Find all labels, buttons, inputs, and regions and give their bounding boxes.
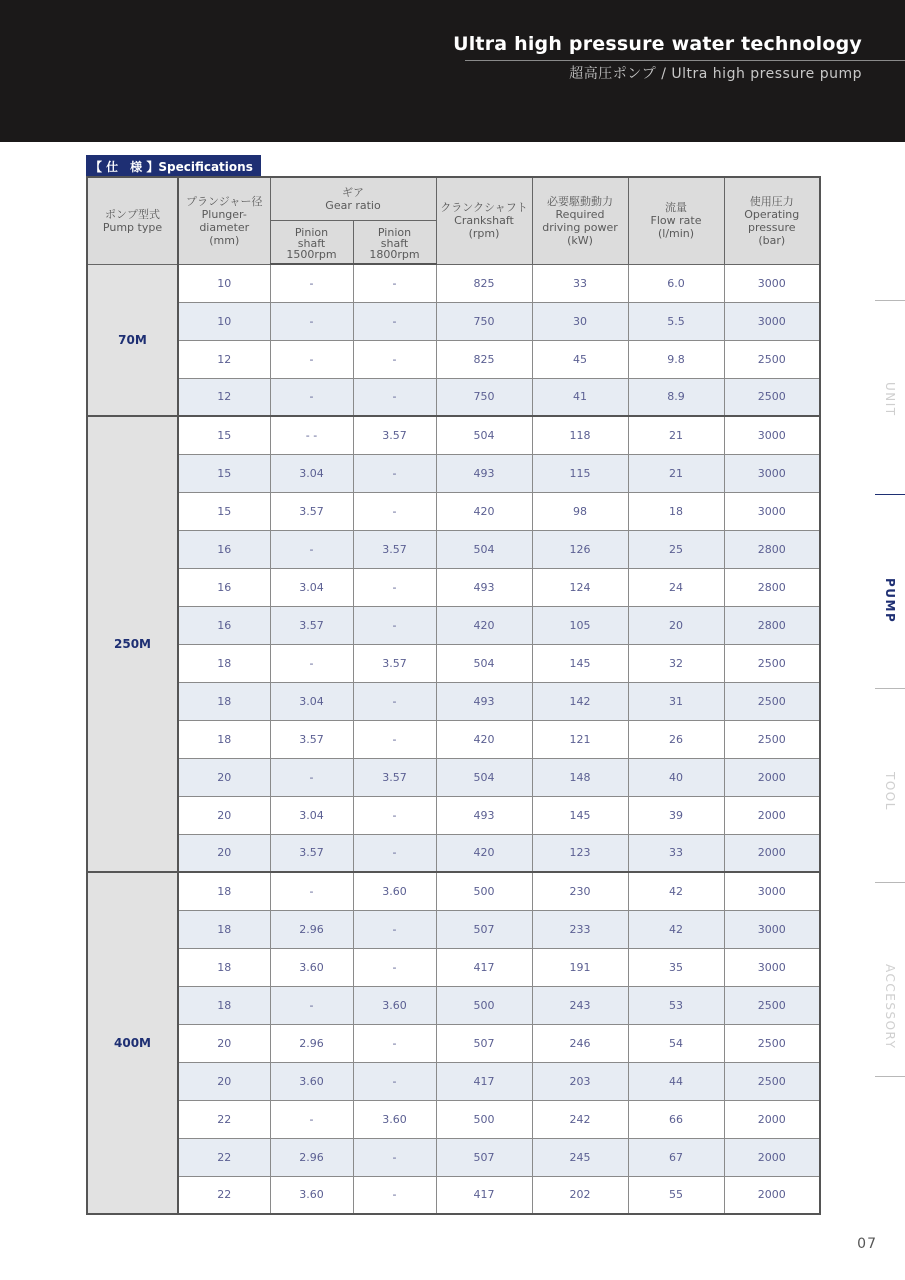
- pinion-1500-cell: 3.57: [270, 606, 353, 644]
- flow-cell: 20: [628, 606, 724, 644]
- crankshaft-cell: 500: [436, 872, 532, 910]
- flow-cell: 33: [628, 834, 724, 872]
- power-cell: 30: [532, 302, 628, 340]
- pressure-cell: 2800: [724, 606, 820, 644]
- crankshaft-cell: 420: [436, 834, 532, 872]
- pinion-1500-cell: -: [270, 264, 353, 302]
- side-nav-divider: [875, 300, 905, 301]
- flow-cell: 42: [628, 910, 724, 948]
- table-row: [87, 682, 820, 720]
- crankshaft-cell: 493: [436, 796, 532, 834]
- crankshaft-cell: 417: [436, 948, 532, 986]
- plunger-cell: 20: [178, 1062, 270, 1100]
- power-cell: 124: [532, 568, 628, 606]
- plunger-cell: 20: [178, 1024, 270, 1062]
- pinion-1500-cell: 3.60: [270, 948, 353, 986]
- table-row: [87, 264, 820, 302]
- pinion-1800-cell: -: [353, 606, 436, 644]
- plunger-cell: 16: [178, 568, 270, 606]
- table-row: [87, 378, 820, 416]
- pinion-1800-cell: 3.60: [353, 872, 436, 910]
- pinion-1800-cell: -: [353, 910, 436, 948]
- pressure-cell: 3000: [724, 454, 820, 492]
- pressure-cell: 2000: [724, 758, 820, 796]
- crankshaft-cell: 750: [436, 302, 532, 340]
- pinion-1500-cell: -: [270, 378, 353, 416]
- power-cell: 242: [532, 1100, 628, 1138]
- power-cell: 145: [532, 796, 628, 834]
- plunger-cell: 22: [178, 1176, 270, 1214]
- plunger-cell: 15: [178, 454, 270, 492]
- table-row: [87, 720, 820, 758]
- pinion-1500-cell: 3.04: [270, 682, 353, 720]
- flow-cell: 21: [628, 454, 724, 492]
- crankshaft-cell: 504: [436, 644, 532, 682]
- plunger-cell: 10: [178, 302, 270, 340]
- pinion-1500-cell: -: [270, 1100, 353, 1138]
- pressure-cell: 2000: [724, 796, 820, 834]
- side-nav-divider: [875, 494, 905, 495]
- pressure-cell: 2500: [724, 1062, 820, 1100]
- table-row: [87, 872, 820, 910]
- plunger-cell: 12: [178, 340, 270, 378]
- pressure-cell: 2500: [724, 682, 820, 720]
- crankshaft-cell: 500: [436, 1100, 532, 1138]
- pinion-1500-cell: - -: [270, 416, 353, 454]
- pinion-1500-cell: -: [270, 530, 353, 568]
- table-row: [87, 1024, 820, 1062]
- side-nav-tool[interactable]: TOOL: [883, 772, 897, 811]
- plunger-cell: 18: [178, 682, 270, 720]
- flow-cell: 31: [628, 682, 724, 720]
- pinion-1500-cell: -: [270, 986, 353, 1024]
- pinion-1800-cell: -: [353, 264, 436, 302]
- pinion-1800-cell: -: [353, 1176, 436, 1214]
- pressure-cell: 2500: [724, 644, 820, 682]
- crankshaft-cell: 825: [436, 264, 532, 302]
- pressure-cell: 2000: [724, 1138, 820, 1176]
- plunger-cell: 18: [178, 872, 270, 910]
- crankshaft-cell: 420: [436, 492, 532, 530]
- power-cell: 118: [532, 416, 628, 454]
- side-nav-divider: [875, 1076, 905, 1077]
- power-cell: 142: [532, 682, 628, 720]
- pinion-1800-cell: -: [353, 454, 436, 492]
- pinion-1500-cell: 3.04: [270, 796, 353, 834]
- pressure-cell: 3000: [724, 492, 820, 530]
- page-header: [0, 0, 905, 142]
- flow-cell: 66: [628, 1100, 724, 1138]
- crankshaft-cell: 825: [436, 340, 532, 378]
- table-row: [87, 302, 820, 340]
- power-cell: 243: [532, 986, 628, 1024]
- table-row: [87, 948, 820, 986]
- plunger-cell: 18: [178, 910, 270, 948]
- crankshaft-cell: 507: [436, 1138, 532, 1176]
- crankshaft-cell: 417: [436, 1062, 532, 1100]
- flow-cell: 39: [628, 796, 724, 834]
- pressure-cell: 2800: [724, 568, 820, 606]
- crankshaft-cell: 420: [436, 720, 532, 758]
- flow-cell: 32: [628, 644, 724, 682]
- table-row: [87, 1062, 820, 1100]
- header-operating-pressure: 使用圧力 Operating pressure (bar): [724, 177, 820, 264]
- table-row: [87, 416, 820, 454]
- header-pinion-1800: Pinion shaft 1800rpm: [353, 220, 436, 264]
- power-cell: 105: [532, 606, 628, 644]
- table-row: [87, 454, 820, 492]
- power-cell: 245: [532, 1138, 628, 1176]
- header-subtitle: 超高圧ポンプ / Ultra high pressure pump: [569, 66, 862, 82]
- power-cell: 45: [532, 340, 628, 378]
- pressure-cell: 2000: [724, 1100, 820, 1138]
- power-cell: 121: [532, 720, 628, 758]
- side-nav-accessory[interactable]: ACCESSORY: [883, 964, 897, 1050]
- pinion-1800-cell: -: [353, 682, 436, 720]
- pinion-1800-cell: -: [353, 948, 436, 986]
- pinion-1800-cell: 3.60: [353, 986, 436, 1024]
- crankshaft-cell: 504: [436, 530, 532, 568]
- header-plunger: プランジャー径 Plunger-diameter (mm): [178, 177, 270, 264]
- flow-cell: 44: [628, 1062, 724, 1100]
- table-row: [87, 834, 820, 872]
- power-cell: 33: [532, 264, 628, 302]
- header-driving-power: 必要駆動動力 Required driving power (kW): [532, 177, 628, 264]
- pinion-1800-cell: 3.57: [353, 530, 436, 568]
- pressure-cell: 2000: [724, 1176, 820, 1214]
- pressure-cell: 3000: [724, 264, 820, 302]
- pressure-cell: 2500: [724, 720, 820, 758]
- pressure-cell: 3000: [724, 872, 820, 910]
- pressure-cell: 2500: [724, 1024, 820, 1062]
- table-row: [87, 492, 820, 530]
- pinion-1500-cell: -: [270, 340, 353, 378]
- model-cell: 70M: [87, 264, 178, 416]
- power-cell: 230: [532, 872, 628, 910]
- header-divider: [465, 60, 905, 61]
- crankshaft-cell: 493: [436, 682, 532, 720]
- power-cell: 126: [532, 530, 628, 568]
- pinion-1500-cell: 3.57: [270, 720, 353, 758]
- table-row: [87, 1100, 820, 1138]
- table-row: [87, 758, 820, 796]
- crankshaft-cell: 417: [436, 1176, 532, 1214]
- power-cell: 191: [532, 948, 628, 986]
- pinion-1800-cell: -: [353, 1062, 436, 1100]
- pinion-1500-cell: -: [270, 302, 353, 340]
- pinion-1500-cell: -: [270, 758, 353, 796]
- plunger-cell: 20: [178, 834, 270, 872]
- pinion-1500-cell: 3.57: [270, 492, 353, 530]
- table-row: [87, 986, 820, 1024]
- plunger-cell: 18: [178, 986, 270, 1024]
- side-nav-unit[interactable]: UNIT: [883, 382, 897, 417]
- side-nav-pump[interactable]: PUMP: [883, 578, 897, 624]
- pinion-1500-cell: 3.04: [270, 568, 353, 606]
- table-row: [87, 644, 820, 682]
- pressure-cell: 2500: [724, 986, 820, 1024]
- pinion-1800-cell: 3.57: [353, 758, 436, 796]
- power-cell: 145: [532, 644, 628, 682]
- plunger-cell: 18: [178, 948, 270, 986]
- flow-cell: 18: [628, 492, 724, 530]
- flow-cell: 54: [628, 1024, 724, 1062]
- table-row: [87, 1176, 820, 1214]
- header-crankshaft: クランクシャフト Crankshaft (rpm): [436, 177, 532, 264]
- power-cell: 148: [532, 758, 628, 796]
- pinion-1500-cell: 3.60: [270, 1176, 353, 1214]
- pinion-1800-cell: -: [353, 796, 436, 834]
- plunger-cell: 15: [178, 416, 270, 454]
- pressure-cell: 2500: [724, 378, 820, 416]
- flow-cell: 40: [628, 758, 724, 796]
- pressure-cell: 3000: [724, 302, 820, 340]
- crankshaft-cell: 493: [436, 568, 532, 606]
- header-pinion-1500: Pinion shaft 1500rpm: [270, 220, 353, 264]
- header-pump-type: ポンプ型式 Pump type: [87, 177, 178, 264]
- table-row: [87, 1138, 820, 1176]
- table-row: [87, 568, 820, 606]
- flow-cell: 53: [628, 986, 724, 1024]
- plunger-cell: 16: [178, 530, 270, 568]
- pressure-cell: 2000: [724, 834, 820, 872]
- plunger-cell: 12: [178, 378, 270, 416]
- pinion-1500-cell: 3.57: [270, 834, 353, 872]
- pressure-cell: 2500: [724, 340, 820, 378]
- header-flow-rate: 流量 Flow rate (l/min): [628, 177, 724, 264]
- plunger-cell: 20: [178, 758, 270, 796]
- power-cell: 202: [532, 1176, 628, 1214]
- table-row: [87, 606, 820, 644]
- pressure-cell: 3000: [724, 948, 820, 986]
- pinion-1800-cell: -: [353, 492, 436, 530]
- flow-cell: 21: [628, 416, 724, 454]
- pinion-1800-cell: -: [353, 1138, 436, 1176]
- plunger-cell: 22: [178, 1100, 270, 1138]
- power-cell: 115: [532, 454, 628, 492]
- crankshaft-cell: 493: [436, 454, 532, 492]
- power-cell: 98: [532, 492, 628, 530]
- pinion-1800-cell: -: [353, 340, 436, 378]
- section-label: 【 仕 様 】Specifications: [86, 155, 261, 176]
- flow-cell: 5.5: [628, 302, 724, 340]
- side-nav-divider: [875, 688, 905, 689]
- plunger-cell: 22: [178, 1138, 270, 1176]
- crankshaft-cell: 750: [436, 378, 532, 416]
- model-cell: 250M: [87, 416, 178, 872]
- pinion-1800-cell: -: [353, 1024, 436, 1062]
- table-row: [87, 796, 820, 834]
- flow-cell: 6.0: [628, 264, 724, 302]
- flow-cell: 26: [628, 720, 724, 758]
- crankshaft-cell: 504: [436, 758, 532, 796]
- pinion-1800-cell: 3.57: [353, 644, 436, 682]
- table-row: [87, 530, 820, 568]
- crankshaft-cell: 504: [436, 416, 532, 454]
- flow-cell: 35: [628, 948, 724, 986]
- flow-cell: 55: [628, 1176, 724, 1214]
- side-nav-divider: [875, 882, 905, 883]
- pinion-1500-cell: 2.96: [270, 910, 353, 948]
- pinion-1500-cell: 2.96: [270, 1138, 353, 1176]
- pinion-1800-cell: -: [353, 568, 436, 606]
- power-cell: 203: [532, 1062, 628, 1100]
- pinion-1800-cell: -: [353, 720, 436, 758]
- plunger-cell: 20: [178, 796, 270, 834]
- pinion-1500-cell: 2.96: [270, 1024, 353, 1062]
- flow-cell: 8.9: [628, 378, 724, 416]
- power-cell: 123: [532, 834, 628, 872]
- crankshaft-cell: 507: [436, 910, 532, 948]
- power-cell: 233: [532, 910, 628, 948]
- pinion-1500-cell: -: [270, 872, 353, 910]
- table-row: [87, 910, 820, 948]
- flow-cell: 25: [628, 530, 724, 568]
- pressure-cell: 3000: [724, 910, 820, 948]
- plunger-cell: 16: [178, 606, 270, 644]
- power-cell: 246: [532, 1024, 628, 1062]
- pinion-1800-cell: -: [353, 302, 436, 340]
- pressure-cell: 2800: [724, 530, 820, 568]
- power-cell: 41: [532, 378, 628, 416]
- pinion-1800-cell: 3.60: [353, 1100, 436, 1138]
- crankshaft-cell: 420: [436, 606, 532, 644]
- table-row: [87, 340, 820, 378]
- plunger-cell: 10: [178, 264, 270, 302]
- plunger-cell: 18: [178, 720, 270, 758]
- pinion-1800-cell: 3.57: [353, 416, 436, 454]
- page-number: 07: [857, 1236, 877, 1252]
- flow-cell: 67: [628, 1138, 724, 1176]
- pinion-1500-cell: -: [270, 644, 353, 682]
- header-gear-ratio: ギア Gear ratio: [270, 177, 436, 220]
- spec-table-body: [87, 264, 820, 1214]
- flow-cell: 24: [628, 568, 724, 606]
- flow-cell: 42: [628, 872, 724, 910]
- plunger-cell: 18: [178, 644, 270, 682]
- pinion-1800-cell: -: [353, 834, 436, 872]
- plunger-cell: 15: [178, 492, 270, 530]
- pinion-1800-cell: -: [353, 378, 436, 416]
- crankshaft-cell: 500: [436, 986, 532, 1024]
- spec-table: [86, 176, 821, 1215]
- header-title: Ultra high pressure water technology: [453, 33, 862, 55]
- pinion-1500-cell: 3.04: [270, 454, 353, 492]
- pinion-1500-cell: 3.60: [270, 1062, 353, 1100]
- model-cell: 400M: [87, 872, 178, 1214]
- crankshaft-cell: 507: [436, 1024, 532, 1062]
- flow-cell: 9.8: [628, 340, 724, 378]
- side-nav: [875, 300, 905, 1080]
- pressure-cell: 3000: [724, 416, 820, 454]
